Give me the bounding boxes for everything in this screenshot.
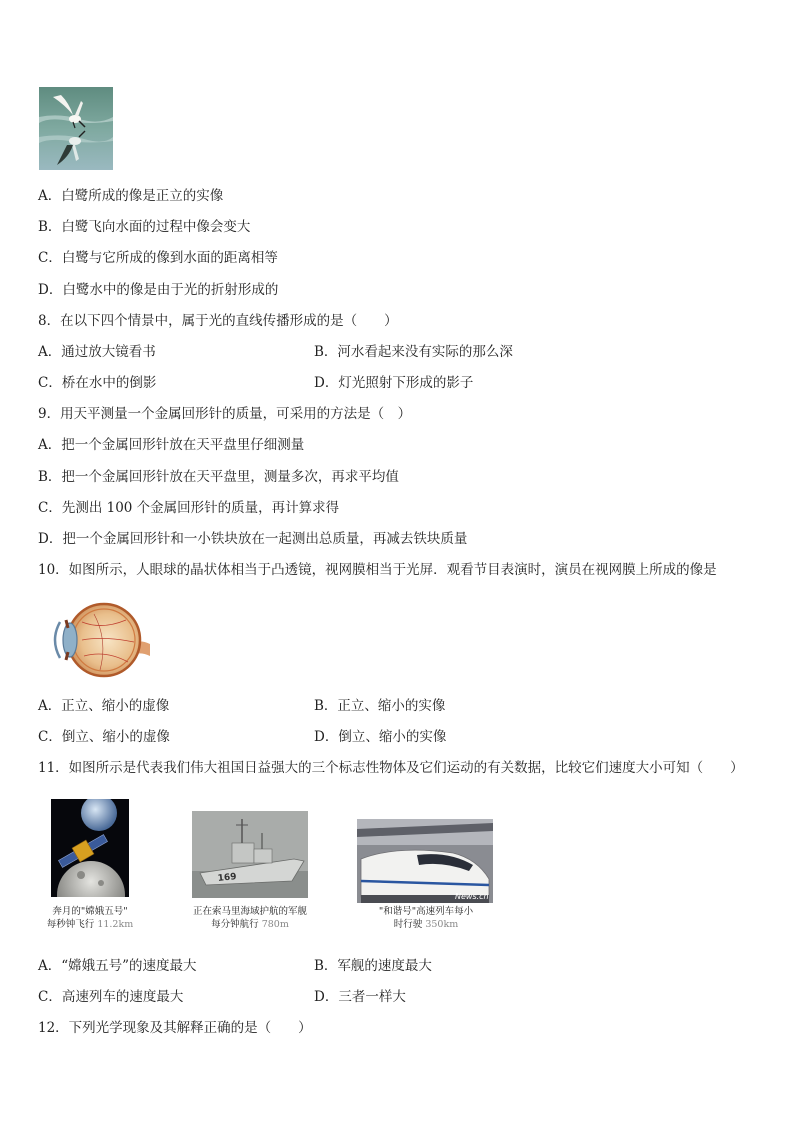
q7-option-b: B．白鹭飞向水面的过程中像会变大 [38,219,251,235]
q11-option-c: C．高速列车的速度最大 [38,989,184,1005]
change5-caption-line1: 奔月的"嫦娥五号" [52,906,128,917]
q7-option-a: A．白鹭所成的像是正立的实像 [38,188,224,204]
change5-caption [44,905,136,931]
q12-stem: 12．下列光学现象及其解释正确的是（ ） [38,1020,312,1036]
warship-caption-value: 780m [261,919,289,930]
warship-caption-line2: 每分钟航行 [211,919,259,930]
q8-stem: 8．在以下四个情景中，属于光的直线传播形成的是（ ） [38,313,398,329]
q9-option-d: D．把一个金属回形针和一小铁块放在一起测出总质量，再减去铁块质量 [38,531,468,547]
train-watermark: News.cn [455,892,489,901]
q8-option-c: C．桥在水中的倒影 [38,375,157,391]
q9-option-a: A．把一个金属回形针放在天平盘里仔细测量 [38,437,305,453]
eye-cross-section-image [42,600,152,680]
q8-option-b: B．河水看起来没有实际的那么深 [314,344,513,360]
q9-option-b: B．把一个金属回形针放在天平盘里，测量多次，再求平均值 [38,469,399,485]
q8-option-a: A．通过放大镜看书 [38,344,156,360]
change5-caption-line2: 每秒钟飞行 [46,919,95,930]
train-caption [360,905,492,931]
q10-option-d: D．倒立、缩小的实像 [314,729,447,745]
warship-caption-line1: 正在索马里海域护航的军舰 [192,906,307,917]
change5-caption-value: 11.2km [97,919,134,930]
q10-option-c: C．倒立、缩小的虚像 [38,729,170,745]
q9-stem: 9．用天平测量一个金属回形针的质量，可采用的方法是（ ） [38,406,412,422]
q7-option-d: D．白鹭水中的像是由于光的折射形成的 [38,282,279,298]
high-speed-train-image [357,819,493,903]
warship-caption [180,905,320,931]
train-caption-line2: 时行驶 [393,919,423,930]
train-caption-line1: "和谐号"高速列车每小 [378,906,474,917]
q11-stem: 11．如图所示是代表我们伟大祖国日益强大的三个标志性物体及它们运动的有关数据，比较它们速度大小可知（ ） [38,760,744,776]
warship-image [192,811,308,898]
warship-hull-number: 169 [217,872,238,884]
q10-option-a: A．正立、缩小的虚像 [38,698,170,714]
q11-option-a: A．“嫦娥五号”的速度最大 [38,958,197,974]
q11-option-d: D．三者一样大 [314,989,406,1005]
q8-option-d: D．灯光照射下形成的影子 [314,375,474,391]
change5-moon-image [51,799,129,897]
q7-option-c: C．白鹭与它所成的像到水面的距离相等 [38,250,278,266]
q11-option-b: B．军舰的速度最大 [314,958,432,974]
train-caption-value: 350km [425,919,459,930]
q10-option-b: B．正立、缩小的实像 [314,698,446,714]
q10-stem: 10．如图所示，人眼球的晶状体相当于凸透镜，视网膜相当于光屏．观看节目表演时，演员在视网膜上所成的像是 [38,562,717,578]
q9-option-c: C．先测出 100 个金属回形针的质量，再计算求得 [38,500,340,516]
egret-reflection-image [39,87,113,170]
